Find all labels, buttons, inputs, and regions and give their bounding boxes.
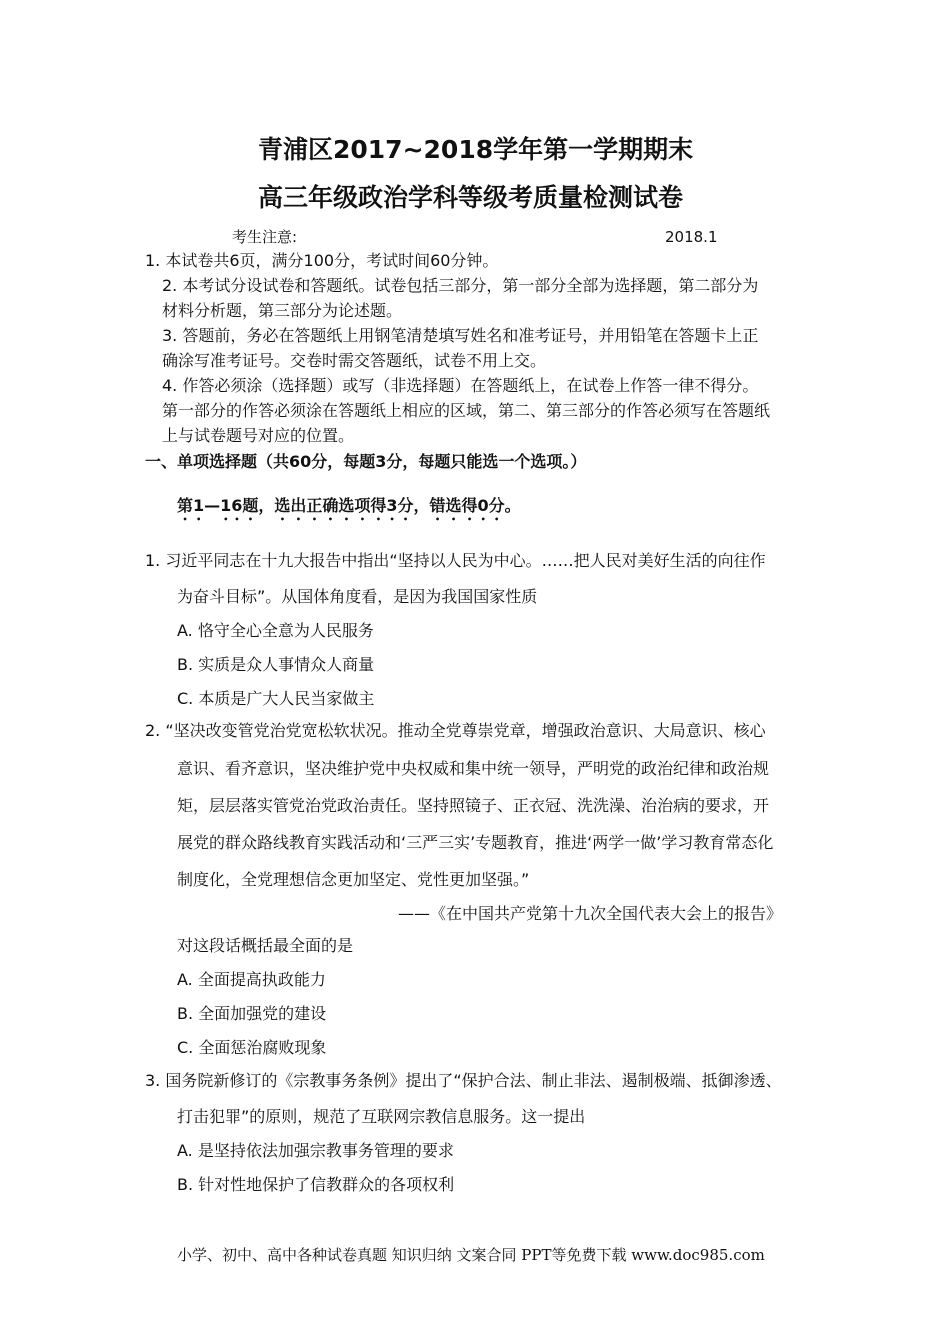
q3-option-a: A. 是坚持依法加强宗教事务管理的要求 xyxy=(177,1141,454,1160)
note-line-6: 4. 作答必须涂（选择题）或写（非选择题）在答题纸上，在试卷上作答一律不得分。 xyxy=(162,376,759,395)
q2-stem-line-2: 意识、看齐意识，坚决维护党中央权威和集中统一领导，严明党的政治纪律和政治规 xyxy=(177,759,770,778)
title-line-2: 高三年级政治学科等级考质量检测试卷 xyxy=(258,183,684,212)
q1-option-c: C. 本质是广大人民当家做主 xyxy=(177,689,375,708)
q2-stem-line-3: 矩，层层落实管党治党政治责任。坚持照镜子、正衣冠、洗洗澡、治治病的要求，开 xyxy=(177,796,770,815)
q2-option-b: B. 全面加强党的建设 xyxy=(177,1004,327,1023)
q1-option-a: A. 恪守全心全意为人民服务 xyxy=(177,621,374,640)
exam-date: 2018.1 xyxy=(665,228,718,246)
note-line-2: 2. 本考试分设试卷和答题纸。试卷包括三部分，第一部分全部为选择题，第二部分为 xyxy=(162,276,759,295)
q2-stem-line-1: 2. “坚决改变管党治党宽松软状况。推动全党尊崇党章，增强政治意识、大局意识、核心 xyxy=(145,721,766,740)
q2-option-a: A. 全面提高执政能力 xyxy=(177,970,326,989)
q1-stem-line-1: 1. 习近平同志在十九大报告中指出“坚持以人民为中心。……把人民对美好生活的向往作 xyxy=(145,551,766,570)
page-footer: 小学、初中、高中各种试卷真题 知识归纳 文案合同 PPT等免费下载 www.doc985.com xyxy=(177,1246,765,1264)
note-line-7: 第一部分的作答必须涂在答题纸上相应的区域，第二、第三部分的作答必须写在答题纸 xyxy=(162,401,771,420)
section-1-subheading: 第1—16题，选出正确选项得3分，错选得0分。 xyxy=(177,496,521,515)
q2-stem-line-5: 制度化，全党理想信念更加坚定、党性更加坚强。” xyxy=(177,870,530,889)
q2-option-c: C. 全面惩治腐败现象 xyxy=(177,1038,327,1057)
q3-stem-line-1: 3. 国务院新修订的《宗教事务条例》提出了“保护合法、制止非法、遏制极端、抵御渗透、 xyxy=(145,1071,782,1090)
notice-label: 考生注意: xyxy=(232,228,298,246)
note-line-4: 3. 答题前，务必在答题纸上用钢笔清楚填写姓名和准考证号，并用铅笔在答题卡上正 xyxy=(162,326,759,345)
q1-stem-line-2: 为奋斗目标”。从国体角度看，是因为我国国家性质 xyxy=(177,587,538,606)
note-line-8: 上与试卷题号对应的位置。 xyxy=(162,426,355,445)
q2-stem-line-4: 展党的群众路线教育实践活动和‘三严三实’专题教育，推进‘两学一做’学习教育常态化 xyxy=(177,833,774,852)
q2-source: ——《在中国共产党第十九次全国代表大会上的报告》 xyxy=(398,904,783,923)
note-line-5: 确涂写准考证号。交卷时需交答题纸，试卷不用上交。 xyxy=(162,351,547,370)
title-line-1: 青浦区2017~2018学年第一学期期末 xyxy=(258,135,694,164)
section-1-heading: 一、单项选择题（共60分，每题3分，每题只能选一个选项。） xyxy=(145,452,587,471)
q3-option-b: B. 针对性地保护了信教群众的各项权利 xyxy=(177,1175,455,1194)
q1-option-b: B. 实质是众人事情众人商量 xyxy=(177,655,375,674)
q3-stem-line-2: 打击犯罪”的原则，规范了互联网宗教信息服务。这一提出 xyxy=(177,1107,586,1126)
note-line-3: 材料分析题，第三部分为论述题。 xyxy=(162,301,403,320)
q2-question: 对这段话概括最全面的是 xyxy=(177,936,354,955)
note-line-1: 1. 本试卷共6页，满分100分，考试时间60分钟。 xyxy=(145,251,499,270)
